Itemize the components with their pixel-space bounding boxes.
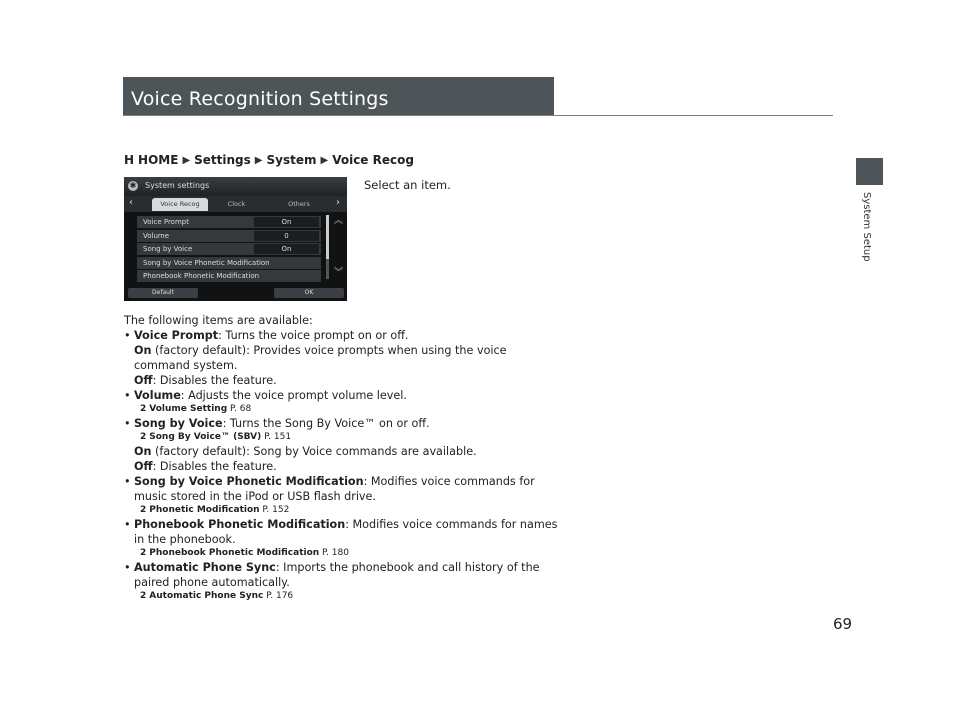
title-rule	[123, 115, 833, 116]
ref-name: Phonetic Modification	[149, 505, 260, 515]
item-song-by-voice	[124, 416, 564, 431]
home-icon: H	[124, 153, 135, 167]
ref-page: P. 152	[259, 505, 290, 515]
screen-header	[124, 177, 347, 196]
row-value: On	[254, 217, 319, 227]
breadcrumb-system: System	[266, 153, 317, 167]
option-label: On	[134, 445, 152, 458]
chevron-right-icon[interactable]: ›	[336, 197, 340, 208]
ref-name: Volume Setting	[149, 404, 228, 414]
arrow-icon: ▶	[182, 154, 191, 166]
item-desc: : Adjusts the voice prompt volume level.	[180, 389, 407, 402]
tab-others[interactable]: Others	[288, 200, 310, 208]
item-desc: : Turns the Song By Voice™ on or off.	[222, 417, 430, 430]
scroll-up-icon[interactable]: ︽	[334, 216, 344, 226]
body-text	[124, 313, 564, 603]
option-desc: : Disables the feature.	[152, 460, 277, 473]
section-title: Voice Recognition Settings	[131, 88, 389, 110]
row-label: Song by Voice	[143, 245, 193, 253]
option-desc: (factory default): Provides voice prompts when using the voice command system.	[134, 344, 507, 372]
settings-screenshot	[124, 177, 347, 301]
screen-title: System settings	[145, 181, 210, 190]
ref-page: P. 180	[319, 548, 349, 558]
item-name: Voice Prompt	[134, 329, 219, 342]
ref-page: P. 176	[263, 591, 294, 601]
option-desc: (factory default): Song by Voice commands are available.	[151, 445, 477, 458]
item-desc: : Turns the voice prompt on or off.	[218, 329, 409, 342]
row-value: On	[254, 244, 319, 254]
item-name: Song by Voice	[134, 417, 223, 430]
reference-icon: 2	[140, 591, 147, 601]
option-desc: : Disables the feature.	[152, 374, 277, 387]
item-song-phonetic	[124, 474, 564, 504]
scroll-down-icon[interactable]: ︾	[334, 268, 344, 278]
breadcrumb-home: HOME	[138, 153, 179, 167]
option-label: Off	[134, 460, 153, 473]
reference-icon: 2	[140, 432, 147, 442]
row-label: Volume	[143, 231, 170, 240]
chevron-left-icon[interactable]: ‹	[129, 197, 133, 208]
ref-page: P. 68	[227, 404, 252, 414]
item-volume	[124, 388, 564, 403]
instruction: Select an item.	[364, 178, 451, 192]
reference-icon: 2	[140, 505, 147, 515]
item-name: Automatic Phone Sync	[134, 561, 276, 574]
ref-name: Song By Voice™ (SBV)	[149, 432, 262, 442]
option-label: Off	[134, 374, 153, 387]
side-tab-marker	[856, 158, 883, 185]
arrow-icon: ▶	[320, 154, 329, 166]
cross-reference[interactable]	[124, 590, 564, 603]
intro-text: The following items are available:	[124, 314, 313, 327]
settings-list	[137, 216, 321, 284]
option-label: On	[134, 344, 152, 357]
list-item[interactable]	[137, 216, 321, 228]
row-label: Voice Prompt	[143, 218, 189, 226]
cross-reference[interactable]	[124, 547, 564, 560]
side-label: System Setup	[861, 192, 872, 262]
arrow-icon: ▶	[254, 154, 263, 166]
row-label: Song by Voice Phonetic Modification	[143, 258, 270, 267]
item-desc: : Modifies voice commands for names in the phonebook.	[134, 518, 558, 546]
breadcrumb-settings: Settings	[194, 153, 251, 167]
item-name: Phonebook Phonetic Modification	[134, 518, 346, 531]
item-desc: : Imports the phonebook and call history of the paired phone automatically.	[134, 561, 540, 589]
scrollbar-thumb[interactable]	[326, 215, 329, 259]
cross-reference[interactable]	[124, 403, 564, 416]
page-number: 69	[833, 615, 853, 633]
scrollbar[interactable]	[326, 215, 329, 279]
item-auto-phone-sync	[124, 560, 564, 590]
screen-tabs	[124, 196, 347, 212]
option-on	[124, 343, 564, 373]
item-voice-prompt	[124, 328, 564, 343]
cross-reference[interactable]	[124, 504, 564, 517]
gear-icon: ✱	[129, 181, 137, 190]
row-label: Phonebook Phonetic Modification	[143, 272, 260, 280]
reference-icon: 2	[140, 404, 147, 414]
list-item[interactable]	[137, 257, 321, 269]
row-value: 0	[254, 231, 319, 241]
option-on	[124, 444, 564, 459]
option-off	[124, 373, 564, 388]
breadcrumb-voice-recog: Voice Recog	[332, 153, 414, 167]
option-off	[124, 459, 564, 474]
list-item[interactable]	[137, 230, 321, 242]
item-name: Song by Voice Phonetic Modification	[134, 475, 364, 488]
item-name: Volume	[134, 389, 181, 402]
tab-clock[interactable]: Clock	[227, 200, 246, 208]
breadcrumb	[124, 153, 414, 167]
tab-voice-recog[interactable]: Voice Recog	[152, 198, 208, 211]
ok-button[interactable]: OK	[274, 288, 344, 298]
cross-reference[interactable]	[124, 431, 564, 444]
reference-icon: 2	[140, 548, 147, 558]
section-title-bar	[123, 77, 554, 115]
ref-page: P. 151	[261, 432, 292, 442]
item-desc: : Modifies voice commands for music stored in the iPod or USB flash drive.	[134, 475, 535, 503]
ref-name: Automatic Phone Sync	[149, 591, 264, 601]
item-phonebook-phonetic	[124, 517, 564, 547]
list-item[interactable]	[137, 243, 321, 255]
default-button[interactable]: Default	[128, 288, 198, 298]
list-item[interactable]	[137, 270, 321, 282]
ref-name: Phonebook Phonetic Modification	[149, 548, 320, 558]
